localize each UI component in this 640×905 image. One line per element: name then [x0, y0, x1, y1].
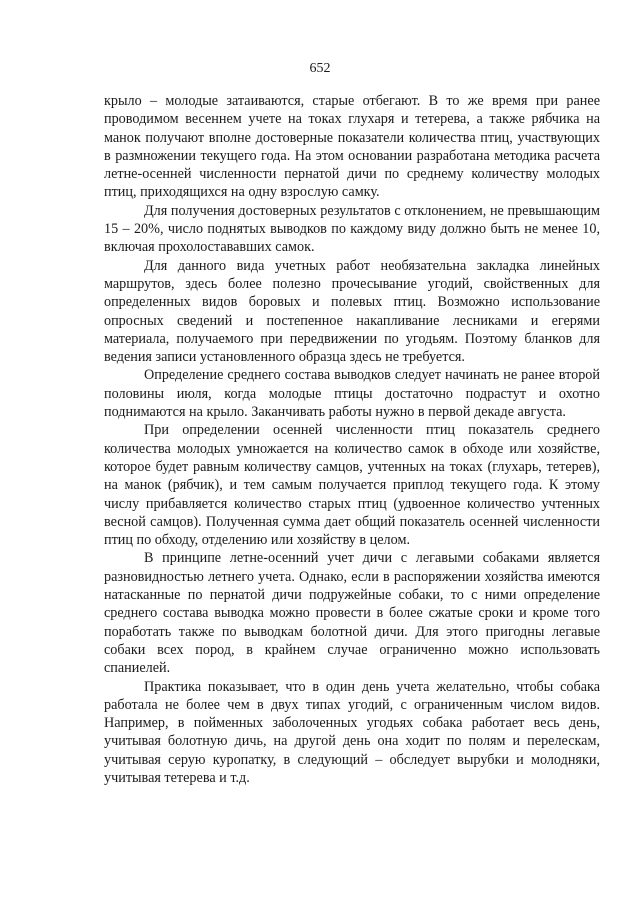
paragraph-4: Определение среднего состава выводков следует начинать не ранее второй половины июля, когда молодые птицы достаточно подрастут и охотно поднимаются на крыло. Заканчивать работы нужно в первой декаде августа.	[104, 367, 600, 421]
paragraph-3: Для данного вида учетных работ необязательна закладка линейных маршрутов, здесь более полезно прочесывание угодий, свойственных для определенных видов боровых и полевых птиц. Возможно использование опросных сведений и постепенное накапливание лесниками и егерями материала, получаемого при передвижении по угодьям. Поэтому бланков для ведения записи установленного образца здесь не требуется.	[104, 257, 600, 366]
paragraph-5: При определении осенней численности птиц показатель среднего количества молодых умножается на количество самок в обходе или хозяйстве, которое будет равным количеству самцов, учтенных на токах (глухарь, тетерев), на манок (рябчик), и тем самым получается приплод текущего года. К этому числу прибавляется количество старых птиц (удвоенное количество учтенных весной самцов). Полученная сумма дает общий показатель осенней численности птиц по обходу, отделению или хозяйству в целом.	[104, 422, 600, 549]
paragraph-7: Практика показывает, что в один день учета желательно, чтобы собака работала не более чем в двух типах угодий, с ограниченным числом видов. Например, в пойменных заболоченных угодьях собака работает весь день, учитывая болотную дичь, на другой день она ходит по полям и перелескам, учитывая серую куропатку, в следующий – обследует вырубки и молодняки, учитывая тетерева и т.д.	[104, 678, 600, 786]
page-number: 652	[309, 61, 331, 76]
paragraph-2: Для получения достоверных результатов с отклонением, не превышающим 15 – 20%, число поднятых выводков по каждому виду должно быть не менее 10, включая прохолостававших самок.	[104, 202, 600, 256]
paragraph-1: крыло – молодые затаиваются, старые отбегают. В то же время при ранее проводимом весеннем учете на токах глухаря и тетерева, а также рябчика на манок получают вполне достоверные показатели количества птиц, участвующих в размножении текущего года. На этом основании разработана методика расчета летне-осенней численности пернатой дичи по среднему количеству молодых птиц, приходящихся на одну взрослую самку.	[104, 93, 600, 201]
paragraph-6: В принципе летне-осенний учет дичи с легавыми собаками является разновидностью летнего учета. Однако, если в распоряжении хозяйства имеются натасканные по пернатой дичи подружейные собаки, то с ними определение среднего состава выводка можно провести в более сжатые сроки и кроме того поработать также по выводкам болотной дичи. Для этого пригодны легавые собаки всех пород, в крайнем случае ограниченно можно использовать спаниелей.	[104, 550, 600, 677]
body-text	[104, 92, 600, 787]
